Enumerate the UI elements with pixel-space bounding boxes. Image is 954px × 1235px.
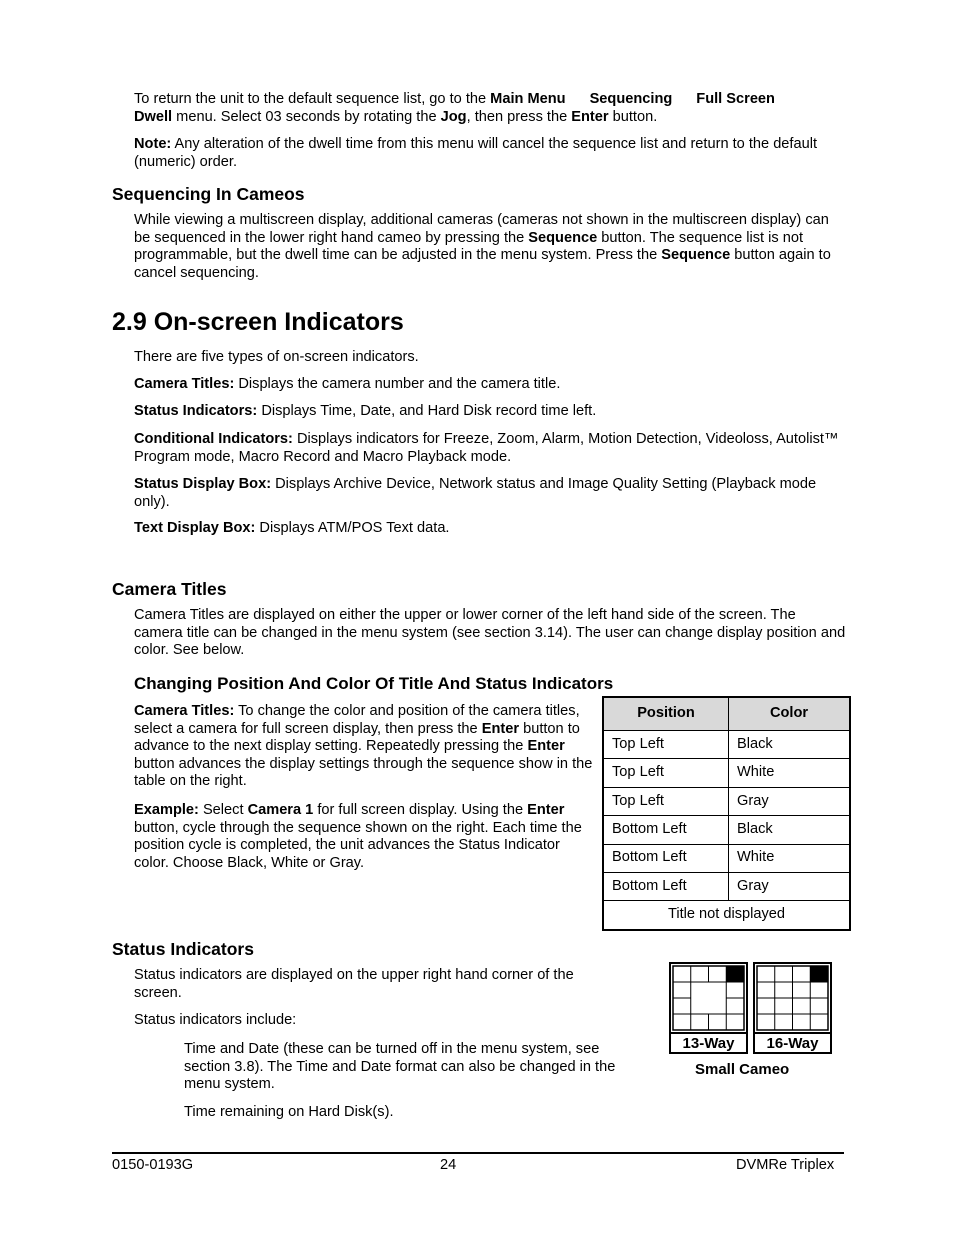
footer-product: DVMRe Triplex	[736, 1157, 835, 1173]
header-position: Position	[603, 697, 729, 731]
table-row	[603, 731, 850, 759]
cell-position: Top Left	[603, 787, 729, 815]
cameo-13-way-diagram	[670, 963, 747, 1053]
indicator-status-display-box: Status Display Box: Displays Archive Device, Network status and Image Quality Setting (Playback mode only).	[134, 476, 817, 510]
cell-color: Gray	[729, 787, 851, 815]
section-heading: 2.9 On-screen Indicators	[112, 308, 404, 336]
table-row	[603, 816, 850, 844]
cell-position: Top Left	[603, 759, 729, 787]
status-paragraph-1: Status indicators are displayed on the upper right hand corner of the screen.	[134, 967, 574, 1001]
cell-position: Bottom Left	[603, 872, 729, 900]
position-color-table	[602, 696, 851, 931]
sequencing-cameos-heading: Sequencing In Cameos	[112, 184, 305, 204]
cameo-16-way-label: 16-Way	[766, 1035, 819, 1052]
table-row	[603, 759, 850, 787]
note-paragraph: Note: Any alteration of the dwell time from this menu will cancel the sequence list and return to the default (numeric) order.	[134, 136, 818, 170]
changing-heading: Changing Position And Color Of Title And Status Indicators	[134, 674, 614, 693]
indicator-conditional: Conditional Indicators: Displays indicators for Freeze, Zoom, Alarm, Motion Detection, Videoloss, Autolist™ Program mode, Macro Record and Macro Playback mode.	[134, 431, 839, 465]
cell-color: White	[729, 844, 851, 872]
status-item-time-date: Time and Date (these can be turned off in the menu system, see section 3.8). The Time and Date format can also be changed in the menu system.	[184, 1041, 616, 1093]
table-row	[603, 872, 850, 900]
cell-color: Gray	[729, 872, 851, 900]
camera-titles-heading: Camera Titles	[112, 579, 227, 599]
table-row	[603, 901, 850, 930]
changing-paragraph-2: Example: Select Camera 1 for full screen display. Using the Enter button, cycle through the sequence shown on the right. Each time the position cycle is completed, the unit advances the Status Indicator color. Choose Black, White or Gray.	[134, 802, 582, 871]
cell-position: Bottom Left	[603, 816, 729, 844]
header-color: Color	[729, 697, 851, 731]
small-cameo-caption: Small Cameo	[695, 1061, 790, 1078]
table-row	[603, 844, 850, 872]
table-row	[603, 787, 850, 815]
changing-paragraph-1: Camera Titles: To change the color and position of the camera titles, select a camera for full screen display, then press the Enter button to advance to the next display setting. Repeatedly pressing the Enter button advances the display settings through the sequence show in the table on the right.	[134, 703, 593, 790]
cell-position: Bottom Left	[603, 844, 729, 872]
indicator-status: Status Indicators: Displays Time, Date, and Hard Disk record time left.	[134, 403, 597, 419]
footer-doc-number: 0150-0193G	[112, 1157, 194, 1173]
sequencing-cameos-paragraph: While viewing a multiscreen display, additional cameras (cameras not shown in the multiscreen display) can be sequenced in the lower right hand cameo by pressing the Sequence button. The sequence list is not programmable, but the dwell time can be adjusted in the menu system. Press the Sequence button again to cancel sequencing.	[134, 212, 831, 281]
cell-position: Top Left	[603, 731, 729, 759]
status-item-hard-disk: Time remaining on Hard Disk(s).	[184, 1104, 394, 1120]
status-paragraph-2: Status indicators include:	[134, 1012, 297, 1028]
camera-titles-paragraph: Camera Titles are displayed on either the upper or lower corner of the left hand side of the screen. The camera title can be changed in the menu system (see section 3.14). The user can change display position and color. See below.	[134, 607, 846, 659]
cameo-16-way-diagram	[754, 963, 831, 1053]
cell-color: Black	[729, 731, 851, 759]
indicator-text-display-box: Text Display Box: Displays ATM/POS Text data.	[134, 520, 450, 536]
cameo-13-way-label: 13-Way	[682, 1035, 735, 1052]
status-indicators-heading: Status Indicators	[112, 939, 254, 959]
cell-title-not-displayed: Title not displayed	[603, 901, 850, 930]
intro-paragraph: To return the unit to the default sequence list, go to the Main Menu Sequencing Full Screen Dwell menu. Select 03 seconds by rotating the Jog, then press the Enter button.	[134, 91, 775, 125]
cell-color: White	[729, 759, 851, 787]
indicator-camera-titles: Camera Titles: Displays the camera number and the camera title.	[134, 376, 561, 392]
small-cameo-figure	[669, 962, 833, 1054]
indicators-intro: There are five types of on-screen indicators.	[134, 349, 419, 365]
table-header-row	[603, 697, 850, 731]
footer-page-number: 24	[440, 1157, 457, 1173]
cell-color: Black	[729, 816, 851, 844]
footer-rule	[112, 1152, 844, 1154]
